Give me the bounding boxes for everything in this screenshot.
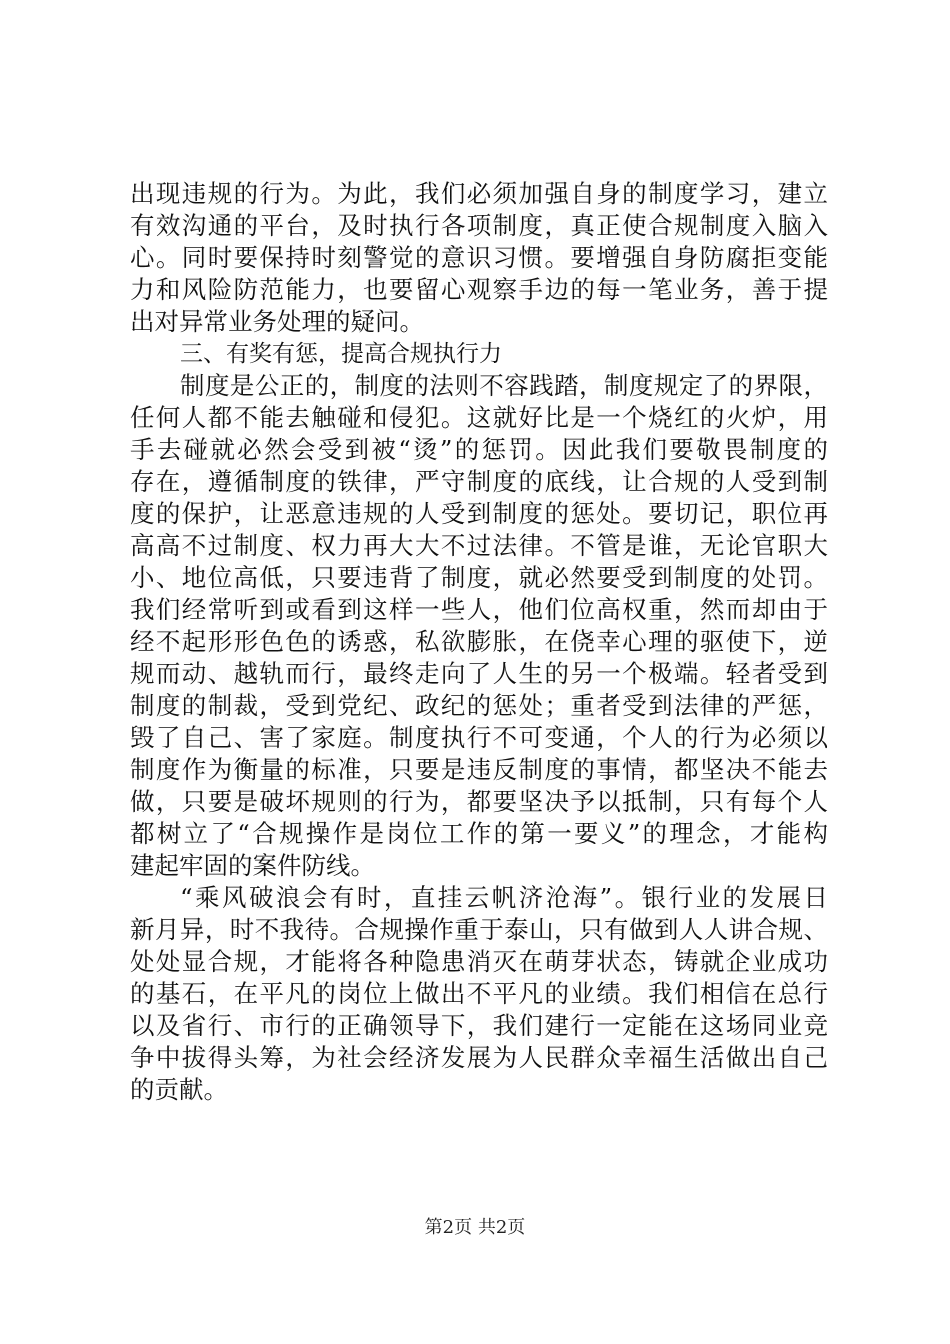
section-heading: 三、有奖有惩，提高合规执行力 xyxy=(180,341,502,367)
paragraph-line: 出现违规的行为。为此，我们必须加强自身的制度学习，建立 xyxy=(130,179,828,208)
paragraph-line: 出对异常业务处理的疑问。 xyxy=(130,307,424,336)
paragraph-line: 建起牢固的案件防线。 xyxy=(130,851,375,880)
paragraph-line: 高高不过制度、权力再大大不过法律。不管是谁，无论官职大 xyxy=(130,531,828,560)
paragraph-line: 心。同时要保持时刻警觉的意识习惯。要增强自身防腐拒变能 xyxy=(130,243,828,272)
paragraph-line: 制度作为衡量的标准，只要是违反制度的事情，都坚决不能去 xyxy=(130,755,828,784)
paragraph-line: 做，只要是破坏规则的行为，都要坚决予以抵制，只有每个人 xyxy=(130,787,828,816)
paragraph-line: 有效沟通的平台，及时执行各项制度，真正使合规制度入脑入 xyxy=(130,211,828,240)
paragraph-line: 制度的制裁，受到党纪、政纪的惩处；重者受到法律的严惩， xyxy=(130,691,828,720)
paragraph-line: 我们经常听到或看到这样一些人，他们位高权重，然而却由于 xyxy=(130,595,828,624)
paragraph-line: 经不起形形色色的诱惑，私欲膨胀，在侥幸心理的驱使下，逆 xyxy=(130,627,828,656)
page-footer xyxy=(0,1216,950,1240)
paragraph-line: 力和风险防范能力，也要留心观察手边的每一笔业务，善于提 xyxy=(130,275,828,304)
paragraph-line: 任何人都不能去触碰和侵犯。这就好比是一个烧红的火炉，用 xyxy=(130,403,828,432)
paragraph-line: 的基石，在平凡的岗位上做出不平凡的业绩。我们相信在总行 xyxy=(130,979,828,1008)
paragraph-line: 制度是公正的，制度的法则不容践踏，制度规定了的界限， xyxy=(180,371,828,400)
paragraph-line: 存在，遵循制度的铁律，严守制度的底线，让合规的人受到制 xyxy=(130,467,828,496)
paragraph-line: 规而动、越轨而行，最终走向了人生的另一个极端。轻者受到 xyxy=(130,659,828,688)
document-body xyxy=(130,178,828,1106)
paragraph-line: 度的保护，让恶意违规的人受到制度的惩处。要切记，职位再 xyxy=(130,499,828,528)
paragraph-line: “乘风破浪会有时，直挂云帆济沧海”。银行业的发展日 xyxy=(180,883,828,912)
paragraph-line: 处处显合规，才能将各种隐患消灭在萌芽状态，铸就企业成功 xyxy=(130,947,828,976)
paragraph-line: 毁了自己、害了家庭。制度执行不可变通，个人的行为必须以 xyxy=(130,723,828,752)
paragraph-line: 手去碰就必然会受到被“烫”的惩罚。因此我们要敬畏制度的 xyxy=(130,435,828,464)
paragraph-line: 新月异，时不我待。合规操作重于泰山，只有做到人人讲合规、 xyxy=(130,915,828,944)
paragraph-line: 的贡献。 xyxy=(130,1075,228,1104)
paragraph-line: 都树立了“合规操作是岗位工作的第一要义”的理念，才能构 xyxy=(130,819,828,848)
paragraph-line: 争中拔得头筹，为社会经济发展为人民群众幸福生活做出自己 xyxy=(130,1043,828,1072)
paragraph-line: 小、地位高低，只要违背了制度，就必然要受到制度的处罚。 xyxy=(130,563,828,592)
paragraph-line: 以及省行、市行的正确领导下，我们建行一定能在这场同业竞 xyxy=(130,1011,828,1040)
page-number-label: 第2页 共2页 xyxy=(424,1217,526,1238)
